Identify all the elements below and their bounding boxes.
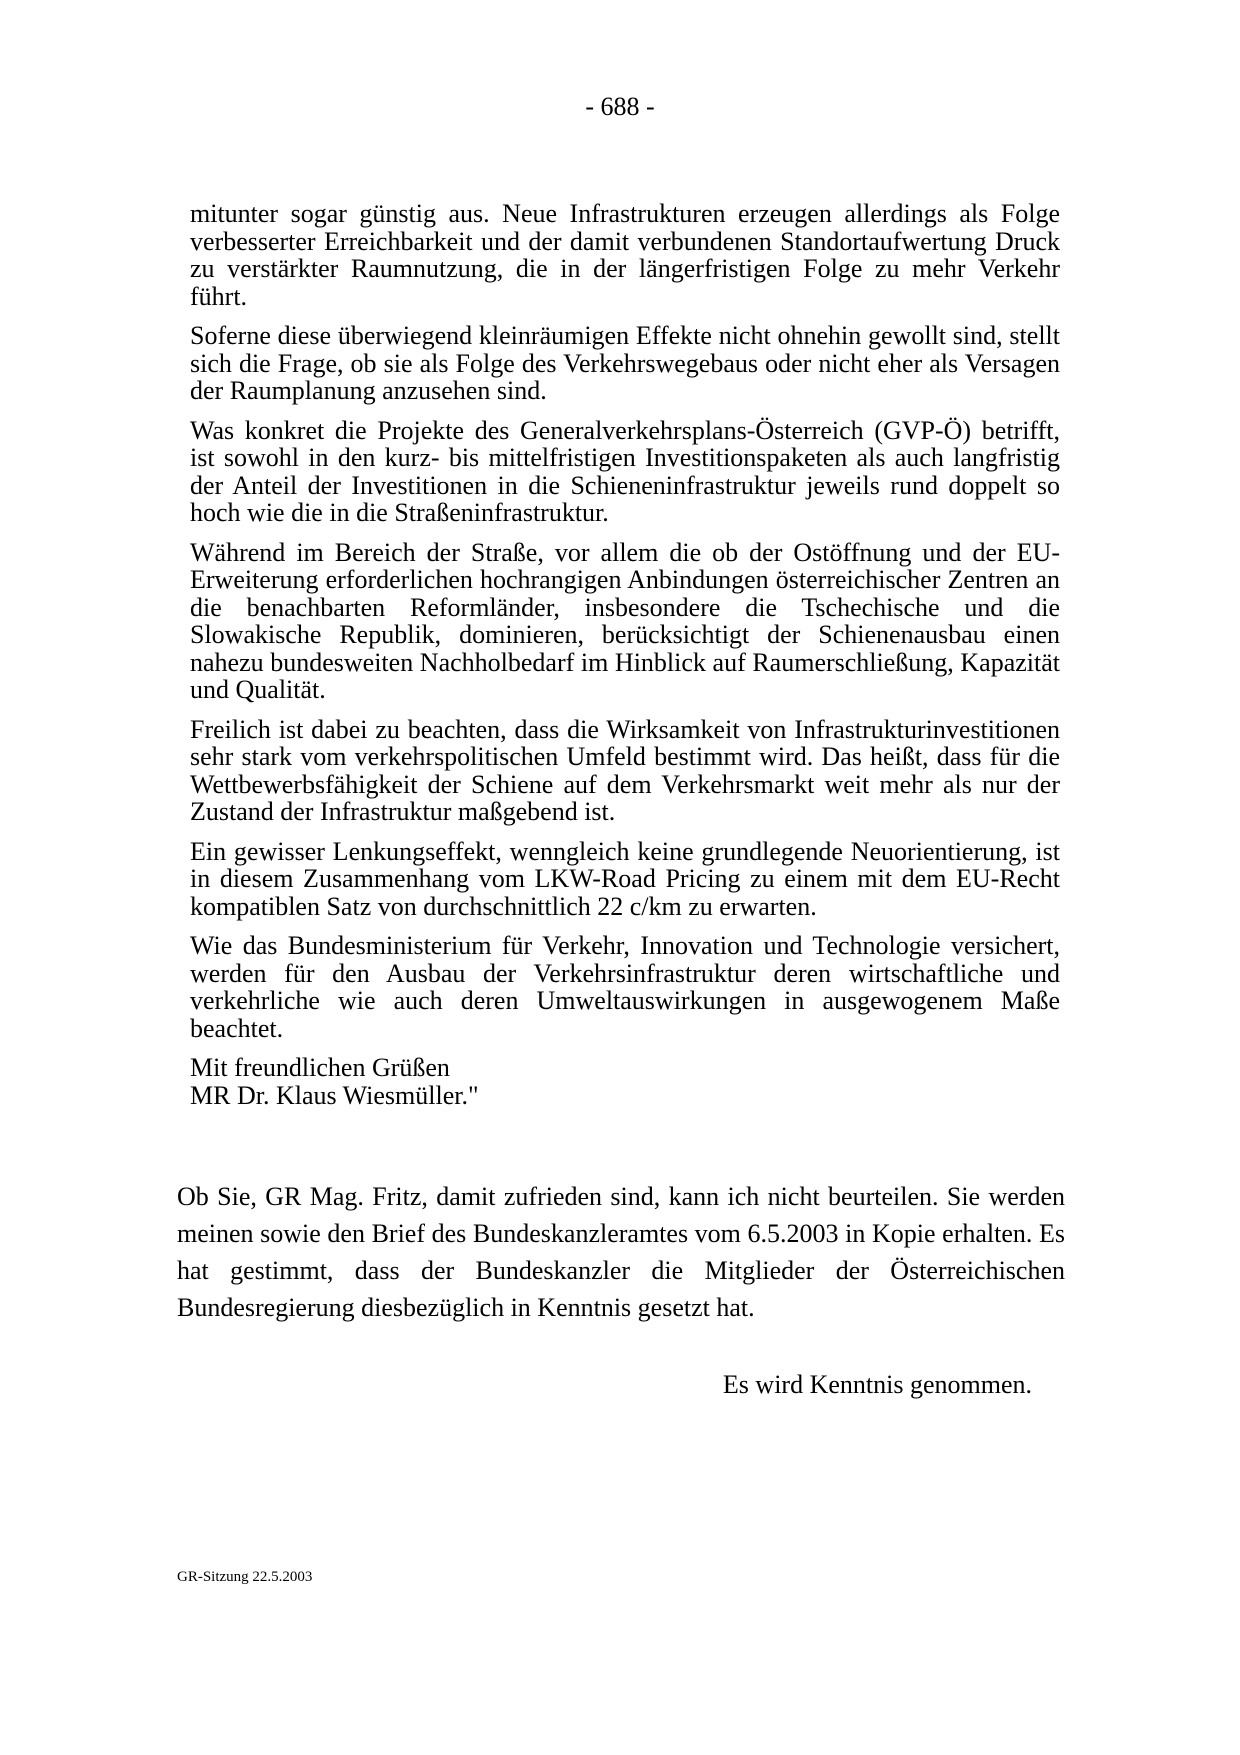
letter-paragraph-6: Ein gewisser Lenkungseffekt, wenngleich keine grundlegende Neuorientierung, ist in diesem Zusammenhang vom LKW-Road Pricing zu einem mit dem EU-Recht kompatiblen Satz von durchschnittlich 22 c/km zu erwarten. (190, 836, 1060, 921)
letter-paragraph-7: Wie das Bundesministerium für Verkehr, Innovation und Technologie versichert, werden für den Ausbau der Verkehrsinfrastruktur deren wirtschaftliche und verkehrliche wie auch deren Umweltauswirkungen in ausgewogenem Maße beachtet. (190, 931, 1060, 1043)
closing-signature: MR Dr. Klaus Wiesmüller." (190, 1080, 479, 1110)
speaker-paragraph: Ob Sie, GR Mag. Fritz, damit zufrieden sind, kann ich nicht beurteilen. Sie werden meinen sowie den Brief des Bundeskanzleramtes vom 6.5.2003 in Kopie erhalten. Es hat gestimmt, dass der Bundeskanzler die Mitglieder der Österreichischen Bundesregierung diesbezüglich in Kenntnis gesetzt hat. (177, 1182, 1065, 1322)
letter-paragraph-1: mitunter sogar günstig aus. Neue Infrastrukturen erzeugen allerdings als Folge verbesserter Erreichbarkeit und der damit verbundenen Standortaufwertung Druck zu verstärkter Raumnutzung, die in der längerfristigen Folge zu mehr Verkehr führt. (190, 199, 1060, 311)
quoted-letter (190, 200, 1060, 1109)
acknowledgement-note: Es wird Kenntnis genommen. (722, 1370, 1032, 1399)
letter-paragraph-4: Während im Bereich der Straße, vor allem die ob der Ostöffnung und der EU-Erweiterung erforderlichen hochrangigen Anbindungen österreichischer Zentren an die benachbarten Reformländer, insbesondere die Tschechische und die Slowakische Republik, dominieren, berücksichtigt der Schienenausbau einen nahezu bundesweiten Nachholbedarf im Hinblick auf Raumerschließung, Kapazität und Qualität. (190, 537, 1060, 704)
letter-closing (190, 1054, 1060, 1109)
letter-paragraph-2: Soferne diese überwiegend kleinräumigen Effekte nicht ohnehin gewollt sind, stellt sich die Frage, ob sie als Folge des Verkehrswegebaus oder nicht eher als Versagen der Raumplanung anzusehen sind. (190, 321, 1060, 405)
page-number: - 688 - (585, 92, 655, 121)
footer-session: GR-Sitzung 22.5.2003 (177, 1569, 313, 1585)
letter-paragraph-5: Freilich ist dabei zu beachten, dass die Wirksamkeit von Infrastrukturinvestitionen sehr stark vom verkehrspolitischen Umfeld bestimmt wird. Das heißt, dass für die Wettbewerbsfähigkeit der Schiene auf dem Verkehrsmarkt weit mehr als nur der Zustand der Infrastruktur maßgebend ist. (190, 714, 1060, 826)
closing-greeting: Mit freundlichen Grüßen (190, 1053, 450, 1082)
letter-paragraph-3: Was konkret die Projekte des Generalverkehrsplans-Österreich (GVP-Ö) betrifft, ist sowohl in den kurz- bis mittelfristigen Investitionspaketen als auch langfristig der Anteil der Investitionen in die Schieneninfrastruktur jeweils rund doppelt so hoch wie die in die Straßeninfrastruktur. (190, 415, 1060, 527)
